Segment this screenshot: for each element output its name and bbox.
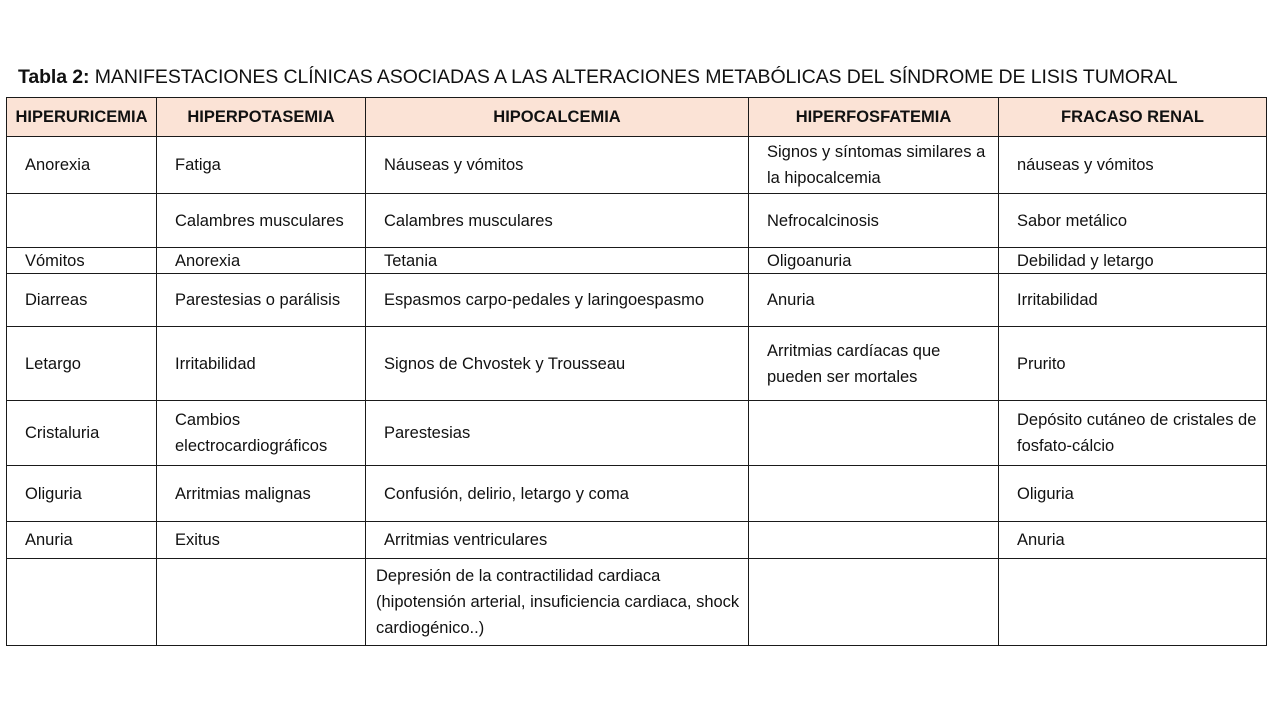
- caption-label: Tabla 2:: [18, 66, 90, 88]
- table-cell: Prurito: [999, 327, 1267, 401]
- table-cell: Parestesias o parálisis: [157, 274, 366, 327]
- table-cell: Depósito cutáneo de cristales de fosfato-cálcio: [999, 401, 1267, 466]
- table-cell: Oliguria: [7, 466, 157, 522]
- table-cell: [749, 559, 999, 646]
- table-cell: Cristaluria: [7, 401, 157, 466]
- table-cell: Vómitos: [7, 248, 157, 274]
- table-cell: Calambres musculares: [157, 194, 366, 248]
- table-cell: Fatiga: [157, 137, 366, 194]
- table-row: [7, 248, 1267, 274]
- table-row: [7, 137, 1267, 194]
- table-cell: [749, 522, 999, 559]
- table-cell: Náuseas y vómitos: [366, 137, 749, 194]
- table-cell: Parestesias: [366, 401, 749, 466]
- table-cell: [749, 401, 999, 466]
- table-row: [7, 466, 1267, 522]
- table-cell: Espasmos carpo-pedales y laringoespasmo: [366, 274, 749, 327]
- table-header-row: [7, 98, 1267, 137]
- table-row: [7, 559, 1267, 646]
- table-cell: Irritabilidad: [157, 327, 366, 401]
- table-cell: náuseas y vómitos: [999, 137, 1267, 194]
- table-cell: Anorexia: [157, 248, 366, 274]
- table-cell: Oliguria: [999, 466, 1267, 522]
- table-caption: [18, 66, 1178, 89]
- header-fracaso-renal: FRACASO RENAL: [999, 98, 1267, 137]
- table-cell: [7, 559, 157, 646]
- table-row: [7, 522, 1267, 559]
- table-cell: Irritabilidad: [999, 274, 1267, 327]
- caption-text: MANIFESTACIONES CLÍNICAS ASOCIADAS A LAS ALTERACIONES METABÓLICAS DEL SÍNDROME DE LISIS TUMORAL: [89, 66, 1178, 88]
- table-cell: Signos de Chvostek y Trousseau: [366, 327, 749, 401]
- table-cell: Letargo: [7, 327, 157, 401]
- table-cell: Anuria: [749, 274, 999, 327]
- table-row: [7, 401, 1267, 466]
- table-cell: Nefrocalcinosis: [749, 194, 999, 248]
- table-cell: [749, 466, 999, 522]
- header-hiperpotasemia: HIPERPOTASEMIA: [157, 98, 366, 137]
- table-cell: Signos y síntomas similares a la hipocalcemia: [749, 137, 999, 194]
- table-cell: Anorexia: [7, 137, 157, 194]
- table-cell: Anuria: [7, 522, 157, 559]
- header-hiperuricemia: HIPERURICEMIA: [7, 98, 157, 137]
- table-cell: Anuria: [999, 522, 1267, 559]
- table-cell: Cambios electrocardiográficos: [157, 401, 366, 466]
- table-cell: Arritmias cardíacas que pueden ser mortales: [749, 327, 999, 401]
- table-row: [7, 274, 1267, 327]
- table-cell: Arritmias ventriculares: [366, 522, 749, 559]
- table-cell: Confusión, delirio, letargo y coma: [366, 466, 749, 522]
- table-cell: Arritmias malignas: [157, 466, 366, 522]
- table-cell: Calambres musculares: [366, 194, 749, 248]
- table-cell: Sabor metálico: [999, 194, 1267, 248]
- table-cell: Exitus: [157, 522, 366, 559]
- clinical-manifestations-table: [6, 97, 1267, 646]
- table-row: [7, 327, 1267, 401]
- table-cell: Debilidad y letargo: [999, 248, 1267, 274]
- table-cell: [7, 194, 157, 248]
- table-cell: Depresión de la contractilidad cardiaca (hipotensión arterial, insuficiencia cardiaca, shock cardiogénico..): [366, 559, 749, 646]
- table-cell: [999, 559, 1267, 646]
- table-cell: Tetania: [366, 248, 749, 274]
- table-cell: Diarreas: [7, 274, 157, 327]
- header-hipocalcemia: HIPOCALCEMIA: [366, 98, 749, 137]
- table-cell: [157, 559, 366, 646]
- table-row: [7, 194, 1267, 248]
- header-hiperfosfatemia: HIPERFOSFATEMIA: [749, 98, 999, 137]
- table-cell: Oligoanuria: [749, 248, 999, 274]
